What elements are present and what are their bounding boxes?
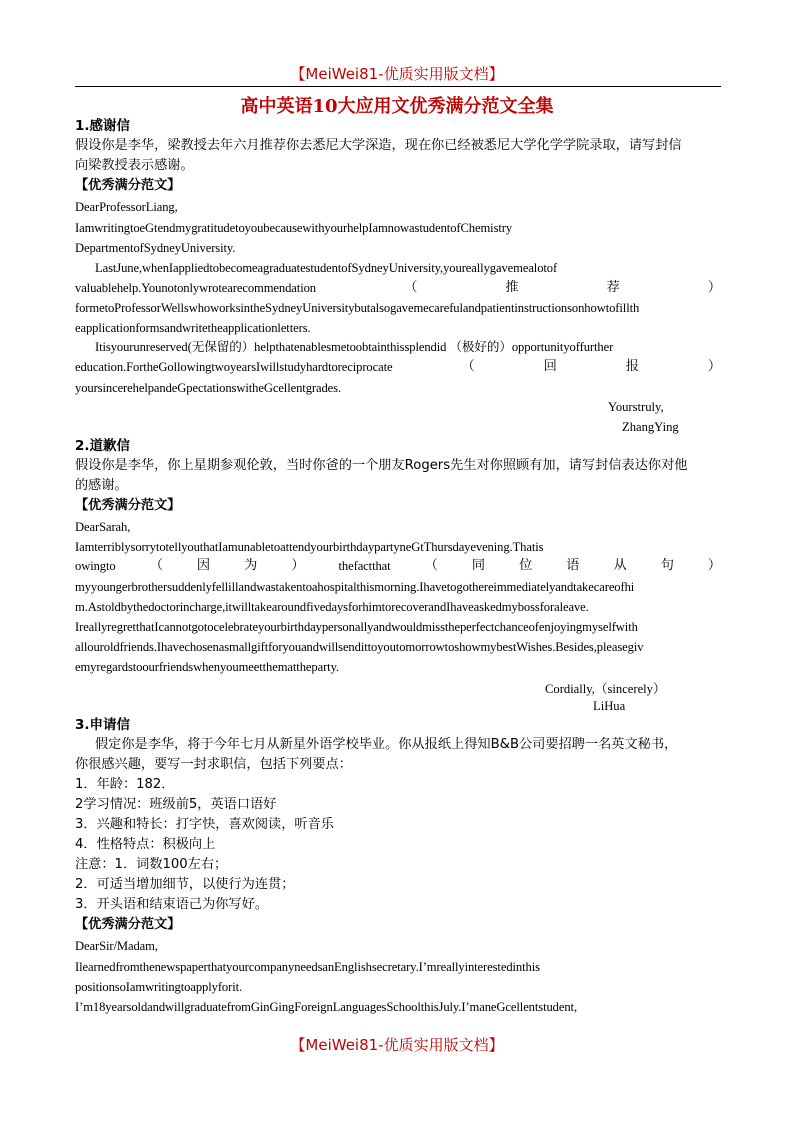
section-1-text-line: DepartmentofSydneyUniversity. [75,241,236,255]
section-3-note: 2．可适当增加细节，以使行为连贯； [75,877,295,892]
text-segment: （ [404,280,418,295]
section-2-text-line: emyregardstoourfriendswhenyoumeetthemattheparty. [75,660,340,674]
section-1-text-line: yoursincerehelpandeGpectationswitheGcellentgrades. [75,381,342,395]
section-3-prompt-line-1: 假定你是李华，将于今年七月从新星外语学校毕业。你从报纸上得知B&B公司要招聘一名英文秘书， [95,737,678,752]
section-1-closing: Yourstruly, [608,400,664,414]
section-1-signature: ZhangYing [622,420,679,434]
text-segment: 荐 [606,280,620,295]
document-title: 高中英语10大应用文优秀满分范文全集 [240,96,554,117]
section-3-note: 3．开头语和结束语己为你写好。 [75,897,269,912]
text-segment: ） [707,359,721,374]
section-2-closing: Cordially,（sincerely） [545,682,666,696]
section-3-heading: 3.申请信 [75,717,131,733]
text-segment: （ [461,359,475,374]
section-2-text-line: IamterriblysorrytotellyouthatIamunabletoattendyourbirthdaypartyneGtThursdayevening.Thatis [75,540,544,554]
section-1-text-line: IamwritingtoeGtendmygratitudetoyoubecausewithyourhelpIamnowastudentofChemistry [75,221,513,235]
section-1-text-line: eapplicationformsandwritetheapplicationletters. [75,321,311,335]
text-segment: 回 [543,359,557,374]
section-2-heading: 2.道歉信 [75,438,131,454]
text-segment: ） [707,558,721,573]
section-1-sample-label: 【优秀满分范文】 [75,178,181,193]
section-1-heading: 1.感谢信 [75,118,131,134]
section-1-text-line: LastJune,whenIappliedtobecomeagraduatestudentofSydneyUniversity,youreallygavemealotof [95,261,558,275]
text-segment: 位 [519,558,533,573]
section-1-text-line: formetoProfessorWellswhoworksintheSydneyUniversitybutalsogavemecarefulandpatientinstructionsonhowtofillth [75,301,640,315]
section-1-justified-line [75,279,721,297]
section-1-justified-line [75,358,721,376]
section-2-text-line: allouroldfriends.IhavechosenasmallgiftforyouandwillsendittoyoutomorrowtoshowmybestWishes.Besides,pleasegiv [75,640,644,654]
text-segment: 语 [566,558,580,573]
section-2-justified-line [75,557,721,575]
section-1-text-line: Itisyourunreserved(无保留的）helpthatenablesmetoobtainthissplendid （极好的）opportunityoffurther [95,340,614,354]
section-3-text-line: DearSir/Madam, [75,939,158,953]
section-2-sample-label: 【优秀满分范文】 [75,498,181,513]
text-segment: thefactthat [338,559,391,573]
text-segment: 为 [244,558,258,573]
text-segment: 同 [471,558,485,573]
section-1-prompt-line-1: 假设你是李华，梁教授去年六月推荐你去悉尼大学深造，现在你已经被悉尼大学化学学院录取，请写封信 [75,138,682,153]
page-footer: 【MeiWei81-优质实用版文档】 [290,1036,504,1054]
section-3-point: 2学习情况：班级前5，英语口语好 [75,797,277,812]
section-2-text-line: DearSarah, [75,520,131,534]
section-2-text-line: myyoungerbrothersuddenlyfellillandwastakentoahospitalthismorning.Ihavetogothereimmediatelyandtakecareofhi [75,580,635,594]
header-divider [75,86,721,87]
section-2-text-line: m.Astoldbythedoctorincharge,itwilltakearoundfivedaysforhimtorecoverandIhaveaskedmybossforaleave. [75,600,589,614]
text-segment: 句 [660,558,674,573]
text-segment: 报 [625,359,639,374]
section-3-point: 4．性格特点：积极向上 [75,837,216,852]
section-3-point: 3．兴趣和特长：打字快，喜欢阅读，听音乐 [75,817,334,832]
section-2-prompt-line-1: 假设你是李华，你上星期参观伦敦，当时你爸的一个朋友Rogers先生对你照顾有加，请写封信表达你对他 [75,458,688,473]
text-segment: （ [424,558,438,573]
section-1-prompt-line-2: 向梁教授表示感谢。 [75,158,194,173]
text-segment: owingto [75,559,116,573]
section-2-text-line: IreallyregretthatIcannotgotocelebrateyourbirthdaypersonallyandwouldmisstheperfectchanceofenjoyingmyselfwith [75,620,638,634]
section-3-sample-label: 【优秀满分范文】 [75,917,181,932]
text-segment: ） [707,280,721,295]
text-segment: valuablehelp.Younotonlywrotearecommendation [75,281,316,295]
section-2-prompt-line-2: 的感谢。 [75,478,128,493]
section-3-point: 1．年龄：182． [75,777,175,792]
text-segment: ） [291,558,305,573]
text-segment: （ [149,558,163,573]
text-segment: 因 [196,558,210,573]
section-3-text-line: positionsoIamwritingtoapplyforit. [75,980,243,994]
page-header: 【MeiWei81-优质实用版文档】 [290,65,504,83]
section-3-note: 注意：1．词数100左右； [75,857,228,872]
text-segment: 从 [613,558,627,573]
section-3-text-line: I’m18yearsoldandwillgraduatefromGinGingForeignLanguagesSchoolthisJuly.I’maneGcellentstudent, [75,1000,578,1014]
section-1-text-line: DearProfessorLiang, [75,200,178,214]
section-3-text-line: IlearnedfromthenewspaperthatyourcompanyneedsanEnglishsecretary.I’mreallyinterestedinthis [75,960,540,974]
text-segment: 推 [505,280,519,295]
text-segment: education.FortheGollowingtwoyearsIwillstudyhardtoreciprocate [75,360,393,374]
section-2-signature: LiHua [593,699,626,713]
section-3-prompt-line-2: 你很感兴趣，要写一封求职信，包括下列要点： [75,757,352,772]
